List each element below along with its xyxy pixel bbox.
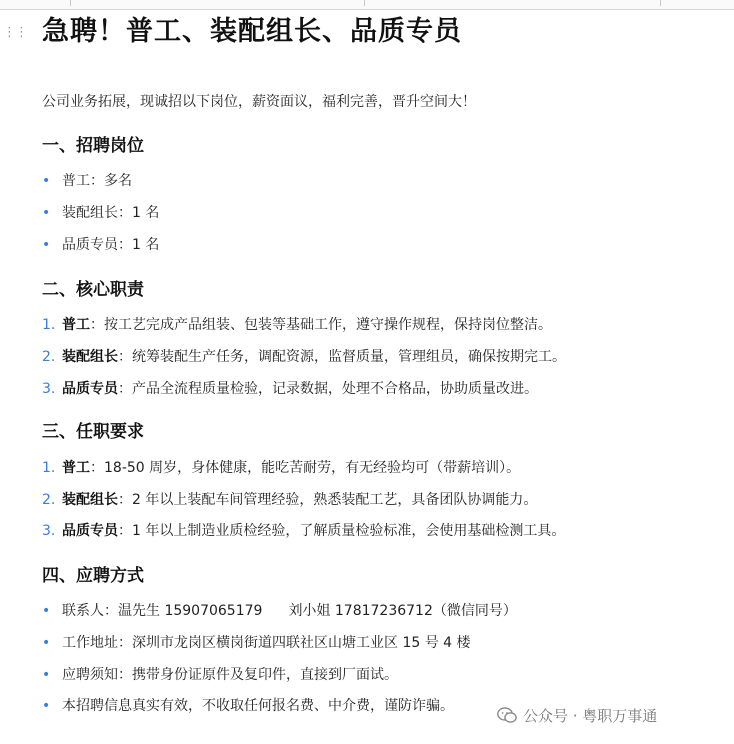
ruler-tick xyxy=(660,0,661,6)
contact-secondary: 刘小姐 17817236712（微信同号） xyxy=(288,603,517,619)
intro-text: 公司业务拓展，现诚招以下岗位，薪资面议，福利完善，晋升空间大！ xyxy=(42,94,476,110)
section-heading-duties: 二、核心职责 xyxy=(42,280,144,300)
wechat-icon xyxy=(497,707,517,724)
section-heading-positions: 一、招聘岗位 xyxy=(42,136,144,156)
work-address: 工作地址：深圳市龙岗区横岗街道四联社区山塘工业区 15 号 4 楼 xyxy=(62,635,471,651)
disclaimer-text: 本招聘信息真实有效，不收取任何报名费、中介费，谨防诈骗。 xyxy=(62,698,454,714)
section-heading-requirements: 三、任职要求 xyxy=(42,422,144,442)
page-title: 急聘！普工、装配组长、品质专员 xyxy=(42,16,462,47)
section-heading-apply: 四、应聘方式 xyxy=(42,566,144,586)
document-body: 急聘！普工、装配组长、品质专员 公司业务拓展，现诚招以下岗位，薪资面议，福利完善，晋升空间大！ 一、招聘岗位 • 普工：多名 • 装配组长：1 名 • 品质专员：1 名 二、核心职责 1. 普工：按工艺完成产品组装、包装等基础工作，遵守操作规程，保持岗位整洁。 2. 装配组长：统筹装配生产任务，调配资源，监督质量，管理组员，确保按期完工。 3. 品质专员：产品全流程质量检验，记录数据，处理不合格品，协助质量改进。 三、任职要求 1. 普工：18-50 周岁，身体健康，能吃苦耐劳，有无经验均可（带薪培训）。 2. 装配组长：2 年以上装配车间管理经验，熟悉装配工艺，具备团队协调能力。 3. 品质专员：1 年以上制造业质检经验，了解质量检验标准，会使用基础检测工具。 四、应聘方式 • 联系人：温先生 15907065179 刘小姐 17817236712（微信同号） • 工作地址：深圳市龙岗区横岗街道四联社区山塘工业区 15 号 4 楼 • 应聘须知：携带身份证原件及复印件，直接到厂面试。 • 本招聘信息真实有效，不收取任何报名费、中介费，谨防诈骗。 xyxy=(42,12,722,52)
ruler-tick xyxy=(364,0,365,6)
contact-primary: 联系人：温先生 15907065179 xyxy=(62,603,263,619)
editor-ruler xyxy=(0,0,734,10)
bullet-icon: • xyxy=(42,698,51,714)
application-notice: 应聘须知：携带身份证原件及复印件，直接到厂面试。 xyxy=(62,667,398,683)
watermark-text: 公众号 · 粤职万事通 xyxy=(523,706,658,725)
bullet-icon: • xyxy=(42,237,51,253)
bullet-icon: • xyxy=(42,635,51,651)
watermark xyxy=(497,704,657,726)
ruler-tick xyxy=(70,0,71,6)
bullet-icon: • xyxy=(42,173,51,189)
drag-handle-icon[interactable]: ⋮⋮ xyxy=(3,25,27,40)
bullet-icon: • xyxy=(42,667,51,683)
bullet-icon: • xyxy=(42,603,51,619)
bullet-icon: • xyxy=(42,205,51,221)
